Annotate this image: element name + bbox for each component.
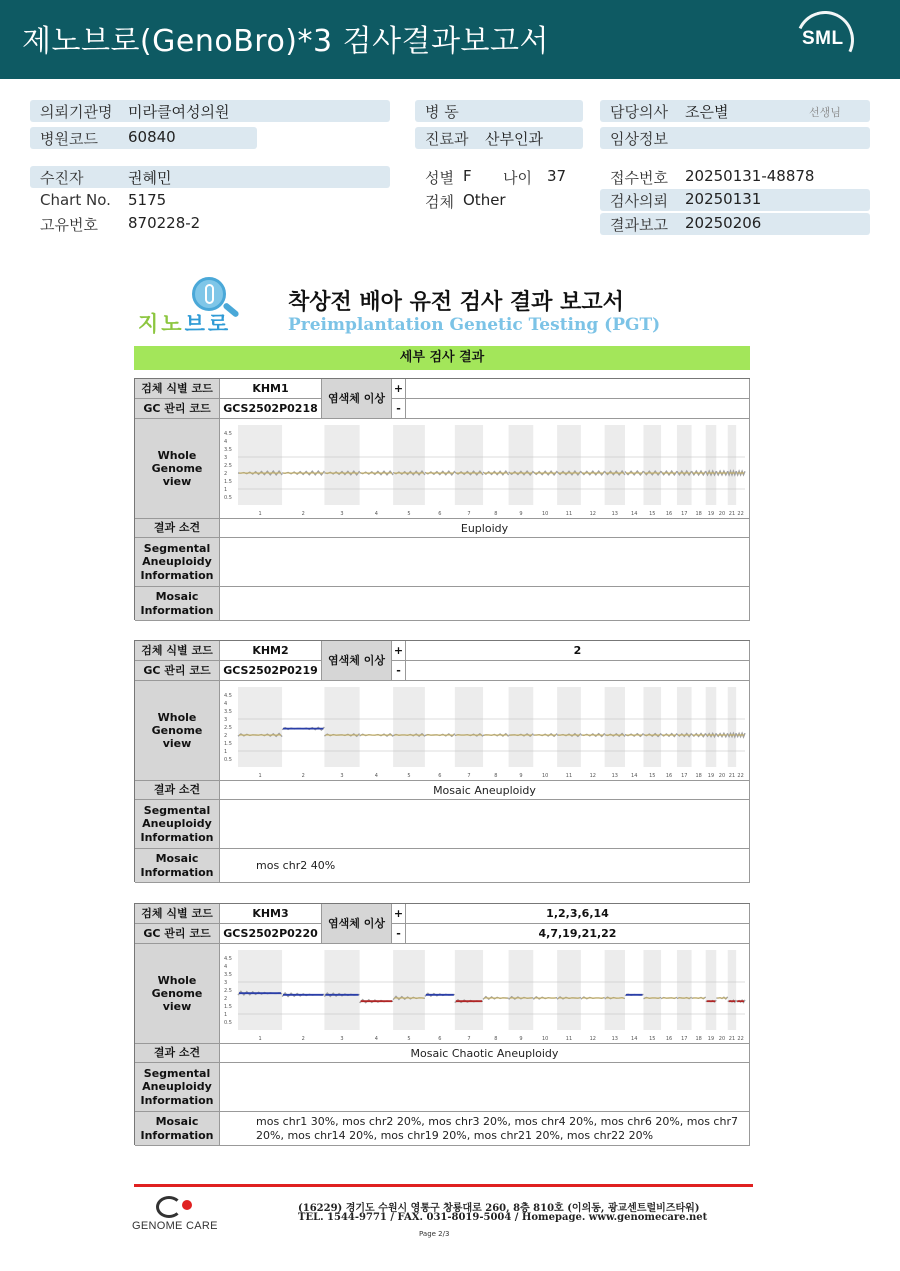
chromosome-band: [605, 425, 625, 505]
section-title: 세부 검사 결과: [134, 346, 750, 370]
result-value: Mosaic Aneuploidy: [220, 781, 750, 800]
chromosome-label: 9: [519, 1036, 523, 1042]
loss-chromosomes: [406, 661, 750, 681]
chrom-abnormal-label: 염색체 이상: [322, 641, 392, 681]
chromosome-label: 3: [340, 773, 344, 779]
chromosome-label: 16: [665, 511, 673, 517]
chromosome-band: [643, 950, 661, 1030]
chromosome-label: 16: [665, 773, 673, 779]
gc-code-label: GC 관리 코드: [135, 661, 220, 681]
field-label: Chart No.: [40, 191, 111, 209]
unique-no-field: [30, 213, 390, 235]
whole-genome-label: Whole Genome view: [135, 419, 220, 519]
chromosome-label: 17: [681, 1036, 688, 1042]
department-field: [415, 127, 583, 149]
result-label: 결과 소견: [135, 781, 220, 800]
chromosome-label: 1: [258, 1036, 262, 1042]
y-tick-label: 2.5: [224, 725, 232, 731]
chromosome-label: 4: [374, 511, 378, 517]
chromosome-label: 7: [467, 773, 471, 779]
y-tick-label: 4: [224, 964, 228, 970]
chromosome-band: [643, 687, 661, 767]
field-label: 병 동: [425, 103, 459, 121]
chromosome-label: 2: [301, 511, 305, 517]
clinical-info-field: [600, 127, 870, 149]
chromosome-label: 6: [438, 511, 442, 517]
ward-field: [415, 100, 583, 122]
gain-sign: +: [392, 904, 406, 924]
field-label: 성별: [425, 169, 454, 187]
patient-field: [30, 166, 390, 188]
sample-table: [134, 903, 750, 1145]
specimen-id-value: KHM1: [220, 379, 322, 399]
specimen-id-label: 검체 식별 코드: [135, 379, 220, 399]
y-tick-label: 0.5: [224, 495, 232, 501]
sex-value: F: [463, 167, 472, 185]
sml-logo: [796, 11, 856, 69]
gc-code-value: GCS2502P0218: [220, 399, 322, 419]
field-label: 접수번호: [610, 169, 668, 187]
pgt-title-ko: 착상전 배아 유전 검사 결과 보고서: [288, 290, 624, 315]
report-date-field: [600, 213, 870, 235]
chromosome-label: 22: [737, 773, 744, 779]
chart-no-field: [30, 190, 390, 212]
field-label: 검체: [425, 193, 454, 211]
sample-table: [134, 640, 750, 882]
chromosome-band: [706, 425, 717, 505]
segmental-value: [220, 538, 750, 587]
chromosome-label: 3: [340, 1036, 344, 1042]
chromosome-band: [324, 687, 359, 767]
chromosome-band: [557, 425, 581, 505]
whole-genome-plot: [220, 944, 750, 1044]
chromosome-label: 1: [258, 511, 262, 517]
sample-table: [134, 378, 750, 620]
y-tick-label: 2.5: [224, 463, 232, 469]
chromosome-label: 21: [728, 511, 736, 517]
y-tick-label: 2: [224, 733, 228, 739]
field-label: 임상정보: [610, 130, 668, 148]
logo-text: SML: [802, 28, 844, 49]
y-tick-label: 2: [224, 471, 228, 477]
chromosome-label: 19: [707, 1036, 715, 1042]
loss-sign: -: [392, 399, 406, 419]
chromosome-label: 6: [438, 1036, 442, 1042]
gain-sign: +: [392, 379, 406, 399]
chromosome-band: [393, 950, 425, 1030]
chromosome-band: [677, 687, 692, 767]
chromosome-label: 5: [407, 511, 411, 517]
y-tick-label: 3.5: [224, 709, 232, 715]
chromosome-label: 1: [258, 773, 262, 779]
y-tick-label: 2: [224, 996, 228, 1002]
y-tick-label: 4.5: [224, 693, 232, 699]
chromosome-label: 22: [737, 1036, 744, 1042]
chromosome-band: [728, 425, 736, 505]
chromosome-label: 5: [407, 773, 411, 779]
field-value: 미라클여성의원: [128, 103, 230, 121]
genome-care-logo: [130, 1196, 230, 1236]
y-tick-label: 1.5: [224, 741, 232, 747]
chromosome-label: 19: [707, 511, 715, 517]
specimen-id-value: KHM3: [220, 904, 322, 924]
chromosome-band: [324, 425, 359, 505]
receipt-no-field: [600, 166, 870, 188]
chromosome-label: 21: [728, 1036, 736, 1042]
result-value: Mosaic Chaotic Aneuploidy: [220, 1044, 750, 1063]
chromosome-label: 13: [611, 1036, 618, 1042]
gc-code-value: GCS2502P0220: [220, 924, 322, 944]
y-tick-label: 3: [224, 455, 228, 461]
chromosome-label: 18: [695, 511, 702, 517]
footer-contact: TEL. 1544-9771 / FAX. 031-8019-5004 / Homepage. www.genomecare.net: [298, 1212, 708, 1223]
field-label: 의뢰기관명: [40, 103, 113, 121]
mosaic-label: Mosaic Information: [135, 587, 220, 621]
chromosome-label: 11: [565, 773, 573, 779]
field-value: 20250206: [685, 214, 762, 232]
y-tick-label: 3: [224, 980, 228, 986]
chromosome-band: [677, 950, 692, 1030]
chromosome-label: 10: [541, 1036, 549, 1042]
chromosome-label: 8: [494, 773, 498, 779]
institution-field: [30, 100, 390, 122]
whole-genome-plot: [220, 681, 750, 781]
chromosome-band: [728, 950, 736, 1030]
y-tick-label: 2.5: [224, 988, 232, 994]
chromosome-label: 17: [681, 511, 688, 517]
y-tick-label: 4.5: [224, 431, 232, 437]
chromosome-label: 10: [541, 511, 549, 517]
y-tick-label: 3: [224, 717, 228, 723]
chromosome-band: [557, 950, 581, 1030]
loss-sign: -: [392, 661, 406, 681]
y-tick-label: 4.5: [224, 956, 232, 962]
genome-care-dot-icon: [182, 1200, 192, 1210]
magnifier-icon: [192, 277, 226, 311]
y-tick-label: 4: [224, 439, 228, 445]
chromosome-label: 4: [374, 1036, 378, 1042]
chromosome-band: [455, 425, 483, 505]
field-label: 고유번호: [40, 216, 98, 234]
chromosome-band: [643, 425, 661, 505]
chromosome-label: 13: [611, 773, 618, 779]
doctor-suffix: 선생님: [809, 106, 841, 119]
gain-chromosomes: 1,2,3,6,14: [406, 904, 750, 924]
chromosome-label: 14: [631, 1036, 638, 1042]
field-value: 5175: [128, 191, 167, 209]
chromosome-band: [509, 950, 534, 1030]
chromosome-label: 2: [301, 1036, 305, 1042]
chromosome-label: 7: [467, 1036, 471, 1042]
result-value: Euploidy: [220, 519, 750, 538]
chromosome-band: [393, 687, 425, 767]
chromosome-label: 20: [718, 511, 726, 517]
chromosome-band: [706, 950, 717, 1030]
field-value: 20250131: [685, 190, 762, 208]
chromosome-band: [455, 950, 483, 1030]
whole-genome-label: Whole Genome view: [135, 681, 220, 781]
chromosome-band: [238, 687, 282, 767]
chromosome-band: [557, 687, 581, 767]
chromosome-label: 8: [494, 1036, 498, 1042]
loss-chromosomes: [406, 399, 750, 419]
request-date-field: [600, 189, 870, 211]
chromosome-label: 18: [695, 1036, 702, 1042]
loss-sign: -: [392, 924, 406, 944]
field-value: 권혜민: [128, 169, 172, 187]
segmental-label: Segmental Aneuploidy Information: [135, 800, 220, 849]
specimen-id-label: 검체 식별 코드: [135, 904, 220, 924]
chromosome-label: 17: [681, 773, 688, 779]
result-label: 결과 소견: [135, 1044, 220, 1063]
chromosome-band: [706, 687, 717, 767]
chromosome-label: 16: [665, 1036, 673, 1042]
field-label: 결과보고: [610, 216, 668, 234]
company-name: GENOME CARE: [132, 1220, 218, 1232]
gain-chromosomes: [406, 379, 750, 399]
chromosome-label: 14: [631, 773, 638, 779]
y-tick-label: 1: [224, 749, 228, 755]
chromosome-band: [677, 425, 692, 505]
page-number: Page 2/3: [419, 1230, 450, 1238]
gc-code-label: GC 관리 코드: [135, 399, 220, 419]
field-label: 담당의사: [610, 103, 668, 121]
chromosome-label: 20: [718, 773, 726, 779]
field-value: 20250131-48878: [685, 167, 815, 185]
whole-genome-plot: [220, 419, 750, 519]
chromosome-label: 19: [707, 773, 715, 779]
doctor-field: [600, 100, 870, 122]
y-tick-label: 3.5: [224, 972, 232, 978]
chromosome-label: 14: [631, 511, 638, 517]
chromosome-band: [238, 425, 282, 505]
genome-plot-svg: [220, 681, 750, 781]
genobro-logo: [136, 275, 248, 335]
chromosome-label: 21: [728, 773, 736, 779]
specimen-id-label: 검체 식별 코드: [135, 641, 220, 661]
y-tick-label: 1.5: [224, 1004, 232, 1010]
mosaic-value: mos chr1 30%, mos chr2 20%, mos chr3 20%, mos chr4 20%, mos chr6 20%, mos chr7 20%, mos chr14 20%, mos chr19 20%, mos chr21 20%, mos chr22 20%: [220, 1112, 750, 1146]
chromosome-label: 9: [519, 511, 523, 517]
chromosome-label: 9: [519, 773, 523, 779]
specimen-id-value: KHM2: [220, 641, 322, 661]
chromosome-label: 11: [565, 511, 573, 517]
y-tick-label: 1.5: [224, 479, 232, 485]
chromosome-label: 11: [565, 1036, 573, 1042]
header-band: [0, 0, 900, 79]
chromosome-label: 8: [494, 511, 498, 517]
specimen-field: [415, 190, 583, 212]
gain-chromosomes: 2: [406, 641, 750, 661]
report-title: 제노브로(GenoBro)*3 검사결과보고서: [22, 24, 549, 59]
segmental-value: [220, 800, 750, 849]
sex-age-field: [415, 166, 583, 188]
chromosome-band: [393, 425, 425, 505]
mosaic-value: [220, 587, 750, 621]
chromosome-band: [509, 687, 534, 767]
field-label: 수진자: [40, 169, 84, 187]
hospital-code-field: [30, 127, 257, 149]
field-label: 진료과: [425, 130, 469, 148]
chrom-abnormal-label: 염색체 이상: [322, 904, 392, 944]
chromosome-label: 22: [737, 511, 744, 517]
pgt-title-en: Preimplantation Genetic Testing (PGT): [288, 315, 661, 335]
age-value: 37: [547, 167, 567, 185]
chromosome-label: 3: [340, 511, 344, 517]
gain-sign: +: [392, 641, 406, 661]
chromosome-band: [509, 425, 534, 505]
y-tick-label: 4: [224, 701, 228, 707]
field-value: 870228-2: [128, 214, 201, 232]
y-tick-label: 1: [224, 487, 228, 493]
footer-divider: [134, 1184, 753, 1187]
field-value: 조은별: [685, 103, 729, 121]
chromosome-band: [324, 950, 359, 1030]
chromosome-band: [238, 950, 282, 1030]
chromosome-label: 15: [649, 1036, 656, 1042]
genome-care-mark-icon: [156, 1196, 182, 1218]
chromosome-band: [605, 950, 625, 1030]
whole-genome-label: Whole Genome view: [135, 944, 220, 1044]
chromosome-label: 7: [467, 511, 471, 517]
chromosome-label: 4: [374, 773, 378, 779]
field-value: 60840: [128, 128, 176, 146]
chromosome-label: 20: [718, 1036, 726, 1042]
chrom-abnormal-label: 염색체 이상: [322, 379, 392, 419]
y-tick-label: 0.5: [224, 1020, 232, 1026]
y-tick-label: 1: [224, 1012, 228, 1018]
age-label: 나이: [503, 169, 532, 187]
field-value: 산부인과: [485, 130, 543, 148]
field-label: 검사의뢰: [610, 192, 668, 210]
genobro-logo-text: 지노브로: [138, 312, 232, 336]
genome-plot-svg: [220, 944, 750, 1044]
gc-code-value: GCS2502P0219: [220, 661, 322, 681]
chromosome-label: 18: [695, 773, 702, 779]
gc-code-label: GC 관리 코드: [135, 924, 220, 944]
chromosome-label: 12: [589, 773, 596, 779]
chromosome-label: 15: [649, 773, 656, 779]
chromosome-band: [455, 687, 483, 767]
segmental-value: [220, 1063, 750, 1112]
loss-chromosomes: 4,7,19,21,22: [406, 924, 750, 944]
result-label: 결과 소견: [135, 519, 220, 538]
dna-icon: [205, 284, 214, 304]
chromosome-label: 13: [611, 511, 618, 517]
y-tick-label: 0.5: [224, 757, 232, 763]
segmental-label: Segmental Aneuploidy Information: [135, 538, 220, 587]
chromosome-band: [605, 687, 625, 767]
chromosome-label: 2: [301, 773, 305, 779]
chromosome-label: 10: [541, 773, 549, 779]
chromosome-band: [728, 687, 736, 767]
genome-plot-svg: [220, 419, 750, 519]
chromosome-label: 5: [407, 1036, 411, 1042]
chromosome-label: 12: [589, 1036, 596, 1042]
mosaic-value: mos chr2 40%: [220, 849, 750, 883]
segmental-label: Segmental Aneuploidy Information: [135, 1063, 220, 1112]
mosaic-label: Mosaic Information: [135, 1112, 220, 1146]
chromosome-label: 15: [649, 511, 656, 517]
field-label: 병원코드: [40, 130, 98, 148]
y-tick-label: 3.5: [224, 447, 232, 453]
field-value: Other: [463, 191, 506, 209]
chromosome-label: 6: [438, 773, 442, 779]
footer-address: (16229) 경기도 수원시 영통구 창룡대로 260, 8층 810호 (이의동, 광교센트럴비즈타워): [298, 1203, 700, 1214]
chromosome-label: 12: [589, 511, 596, 517]
mosaic-label: Mosaic Information: [135, 849, 220, 883]
